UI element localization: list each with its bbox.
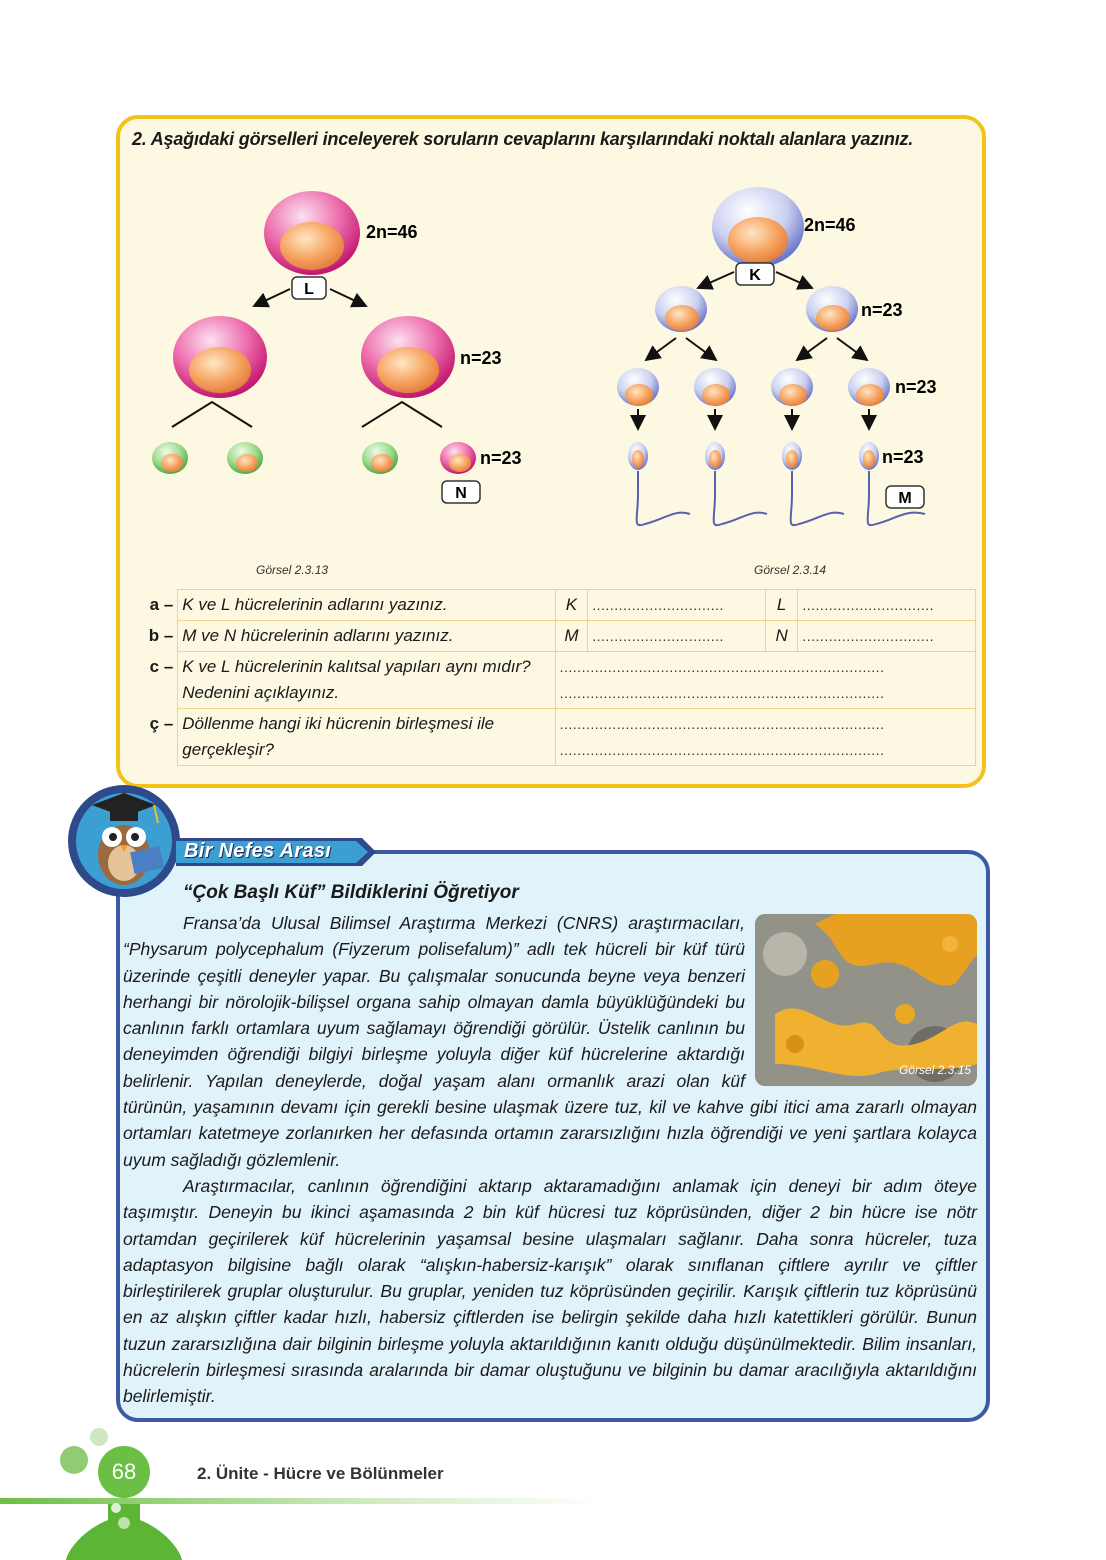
slime-mold-photo: [755, 914, 977, 1086]
cell-right-mid-2-nucleus: [816, 305, 850, 331]
cell-division-diagrams: [120, 119, 990, 589]
caption-left: Görsel 2.3.13: [256, 563, 329, 577]
left-box-N-label: N: [455, 485, 467, 502]
row-cc-line2: gerçekleşir?: [182, 740, 274, 759]
answer-cc-line2[interactable]: ..........................................................................: [559, 742, 885, 758]
row-cc-label: ç –: [149, 713, 174, 733]
reading-text: [123, 910, 977, 1410]
footer-decoration: [0, 1420, 1106, 1560]
left-bottom-label: n=23: [480, 448, 522, 468]
arrow-r3: [797, 338, 827, 360]
cell-left-bottom-1-nucleus: [161, 454, 183, 472]
right-top-label: 2n=46: [804, 215, 856, 235]
arrow-K-left: [698, 272, 734, 288]
row-a-key1: K: [555, 590, 588, 621]
section-ribbon-text: Bir Nefes Arası: [184, 840, 332, 862]
answer-b-M[interactable]: ..............................: [588, 621, 766, 652]
answer-c-line2[interactable]: ..........................................................................: [559, 685, 885, 701]
right-bottom-label: n=23: [882, 447, 924, 467]
row-c: [128, 652, 976, 709]
row-b-label: b –: [148, 625, 174, 645]
left-diagram: [152, 191, 522, 503]
cell-right-mid-1-nucleus: [665, 305, 699, 331]
cell-left-bottom-3-nucleus: [371, 454, 393, 472]
row-b-text: M ve N hücrelerinin adlarını yazınız.: [178, 621, 555, 652]
cell-N-nucleus: [449, 454, 471, 472]
row-a: [128, 590, 976, 621]
reading-title: “Çok Başlı Küf” Bildiklerini Öğretiyor: [183, 882, 519, 903]
cell-left-mid-1-nucleus: [189, 347, 251, 393]
row-b-key1: M: [555, 621, 588, 652]
unit-title: 2. Ünite - Hücre ve Bölünmeler: [197, 1464, 444, 1483]
owl-icon: [62, 775, 187, 900]
row-a-key2: L: [765, 590, 798, 621]
row-cc: [128, 709, 976, 766]
row-c-line1: K ve L hücrelerinin kalıtsal yapıları aynı mıdır?: [182, 657, 531, 676]
row-cc-line1: Döllenme hangi iki hücrenin birleşmesi ile: [182, 714, 495, 733]
row-a-text: K ve L hücrelerinin adlarını yazınız.: [178, 590, 555, 621]
question-title: 2. Aşağıdaki görselleri inceleyerek soruların cevaplarını karşılarındaki noktalı alanlara yazınız.: [132, 129, 914, 149]
right-box-M-label: M: [898, 490, 912, 507]
cell-K-top-nucleus: [728, 217, 788, 263]
arrow-r2: [686, 338, 716, 360]
row-c-line2: Nedenini açıklayınız.: [182, 683, 340, 702]
question-box: [116, 115, 986, 788]
photo-caption: Görsel 2.3.15: [898, 1062, 971, 1077]
row-c-label: c –: [149, 656, 174, 676]
arrow-r1: [646, 338, 676, 360]
cell-left-mid-2-nucleus: [377, 347, 439, 393]
arrow-L-right: [330, 289, 366, 306]
row-a-label: a –: [149, 594, 174, 614]
right-row3-arrows: [638, 409, 869, 429]
split-left-2: [362, 402, 442, 427]
question-table: [128, 589, 976, 766]
split-left-1: [172, 402, 252, 427]
right-row3-label: n=23: [895, 377, 937, 397]
answer-b-N[interactable]: ..............................: [798, 621, 976, 652]
row-b-key2: N: [765, 621, 798, 652]
answer-a-K[interactable]: ..............................: [588, 590, 766, 621]
page-number: 68: [98, 1446, 150, 1498]
reading-paragraph-1: Fransa’da Ulusal Bilimsel Araştırma Merkezi (CNRS) araştırmacıları, “Physarum polycephalum (Fiyzerum polisefalum)” adlı tek hücreli bir küf türü üzerinde çeşitli deneyler yapar. Bu çalışmalar sonucunda beyne veya benzeri herhangi bir nörolojik-bilişsel organa sahip olmayan damla büyüklüğündeki bu canlının farklı ortamlara uyum sağlamayı öğrendiği görülür. Üstelik canlının bu deneyimden öğrendiği bilgiyi birleşme yoluyla diğer küf hücrelerine aktardığı belirlenir. Yapılan deneylerde, doğal yaşam alanı ormanlık arazi olan küf türünün, yaşamının devamı için gerekli besine ulaşmak üzere tuz, kil ve kahve gibi itici ama zararlı olmayan ortamları katetmeye zorlanırken her defasında ortamın zararsızlığını hızla öğrendiği ve yeni şartlara kolayca uyum sağladığı gözlemlenir.: [123, 913, 977, 1170]
caption-right: Görsel 2.3.14: [754, 563, 827, 577]
row-b: [128, 621, 976, 652]
arrow-r4: [837, 338, 867, 360]
left-mid-label: n=23: [460, 348, 502, 368]
arrow-K-right: [776, 272, 812, 288]
sperm-cells: [628, 442, 925, 525]
left-box-L-label: L: [304, 281, 314, 298]
cell-L-top-nucleus: [280, 222, 344, 270]
right-mid-label: n=23: [861, 300, 903, 320]
cell-left-bottom-2-nucleus: [236, 454, 258, 472]
right-row3-cells: [617, 368, 890, 406]
left-top-label: 2n=46: [366, 222, 418, 242]
answer-a-L[interactable]: ..............................: [798, 590, 976, 621]
arrow-L-left: [254, 289, 290, 306]
right-diagram: [617, 187, 937, 525]
right-box-K-label: K: [749, 267, 761, 284]
answer-cc-line1[interactable]: ..........................................................................: [559, 716, 885, 732]
answer-c-line1[interactable]: ..........................................................................: [559, 659, 885, 675]
reading-paragraph-2: Araştırmacılar, canlının öğrendiğini aktarıp aktaramadığını anlamak için deneyi bir adım öteye taşımıştır. Deneyin bu ikinci aşamasında 2 bin küf hücresi tuz köprüsünden, diğer 2 bin hücre ise nötr ortamdan geçirilerek küf hücrelerinin yaşamsal besine ulaşmaları sağlanır. Daha sonra hücreler, tuza adaptasyon bilgisine bağlı olarak “alışkın-habersiz-karışık” olarak sınıflanan çiftlere ayrılır ve çiftler birleştirilerek gruplar oluşturulur. Bu gruplar, yeniden tuz köprüsünden geçirilir. Karışık çiftlerin tuz köprüsünü en az alışkın çiftler kadar hızlı, habersiz çiftlerden ise belirgin şekilde daha hızlı katettikleri görülür. Bunun tuzun zararsızlığına dair bilginin birleşme yoluyla aktarıldığının kanıtı olduğu düşünülmektedir. Bilim insanları, hücrelerin birleşmesi sırasında aralarında bir damar oluştuğunu ve bilginin bu damar aracılığıyla aktarıldığını belirlemiştir.: [123, 1175, 977, 1407]
